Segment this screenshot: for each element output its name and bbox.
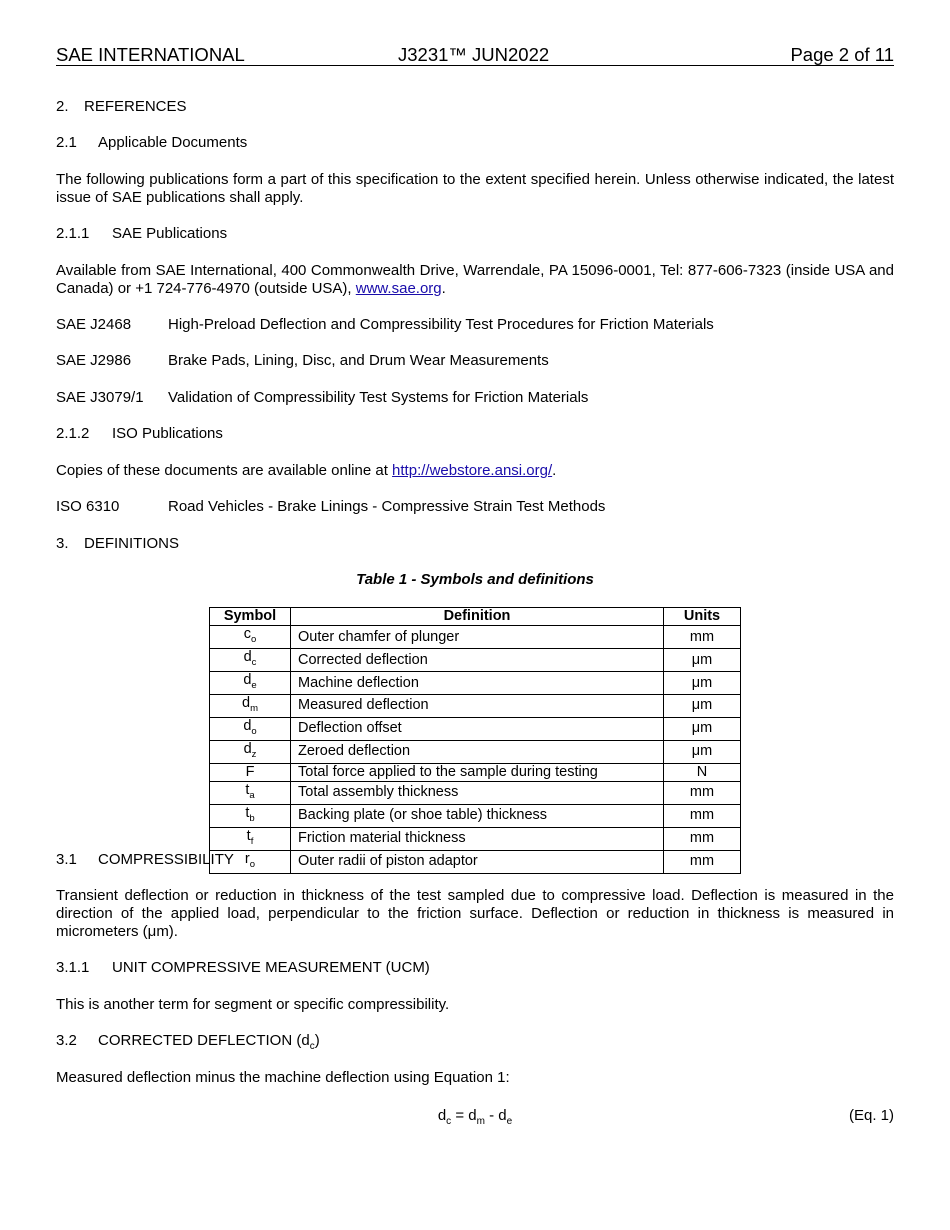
units-cell: μm bbox=[664, 672, 741, 695]
symbol-cell: $t_b$ bbox=[210, 804, 291, 827]
table-row bbox=[210, 626, 741, 649]
units-cell: mm bbox=[664, 827, 741, 850]
definition-cell: Deflection offset bbox=[291, 717, 664, 740]
symbol-cell: $t_f$ bbox=[210, 827, 291, 850]
table-caption: Table 1 - Symbols and definitions bbox=[356, 571, 594, 588]
table-row bbox=[210, 672, 741, 695]
reference-code: ISO 6310 bbox=[56, 498, 120, 515]
reference-code: SAE J3079/1 bbox=[56, 389, 144, 406]
table-body bbox=[210, 626, 741, 873]
symbol-cell: $r_o$ bbox=[210, 850, 291, 873]
symbol-cell: $d_m$ bbox=[210, 694, 291, 717]
paragraph-2-1-2: Copies of these documents are available online at http://webstore.ansi.org/. bbox=[56, 462, 557, 479]
ansi-webstore-link[interactable]: http://webstore.ansi.org/ bbox=[392, 462, 553, 479]
definition-cell: Outer chamfer of plunger bbox=[291, 626, 664, 649]
table-row bbox=[210, 763, 741, 781]
units-cell: mm bbox=[664, 626, 741, 649]
units-cell: μm bbox=[664, 717, 741, 740]
units-cell: μm bbox=[664, 694, 741, 717]
page-header bbox=[56, 44, 894, 66]
definition-cell: Measured deflection bbox=[291, 694, 664, 717]
table-row bbox=[210, 649, 741, 672]
units-cell: mm bbox=[664, 781, 741, 804]
definition-cell: Outer radii of piston adaptor bbox=[291, 850, 664, 873]
definition-cell: Backing plate (or shoe table) thickness bbox=[291, 804, 664, 827]
definition-cell: Friction material thickness bbox=[291, 827, 664, 850]
table-row bbox=[210, 850, 741, 873]
paragraph-2-1: The following publications form a part of this specification to the extent specified herein. Unless otherwise indicated, the latest issue of SAE publications shall apply. bbox=[56, 171, 894, 206]
paragraph-2-1-1: Available from SAE International, 400 Commonwealth Drive, Warrendale, PA 15096-0001, Tel: 877-606-7323 (inside USA and Canada) or +1 724-776-4970 (outside USA), www.sae.org. bbox=[56, 262, 894, 297]
section-heading-2: 2. REFERENCES bbox=[56, 98, 187, 115]
column-header-definition: Definition bbox=[291, 608, 664, 626]
symbol-cell: $t_a$ bbox=[210, 781, 291, 804]
table-row bbox=[210, 717, 741, 740]
table-header-row bbox=[210, 608, 741, 626]
definition-cell: Machine deflection bbox=[291, 672, 664, 695]
units-cell: mm bbox=[664, 850, 741, 873]
reference-title: Brake Pads, Lining, Disc, and Drum Wear Measurements bbox=[168, 352, 549, 369]
equation-1: $d_c = d_m - d_e$ bbox=[437, 1107, 513, 1127]
definition-cell: Corrected deflection bbox=[291, 649, 664, 672]
section-heading-3-1-1: 3.1.1 UNIT COMPRESSIVE MEASUREMENT (UCM) bbox=[56, 959, 430, 976]
header-doc-id: J3231™ JUN2022 bbox=[398, 44, 550, 65]
section-heading-3: 3. DEFINITIONS bbox=[56, 535, 180, 552]
symbol-cell: F bbox=[210, 763, 291, 781]
symbol-cell: $d_e$ bbox=[210, 672, 291, 695]
section-heading-2-1: 2.1 Applicable Documents bbox=[56, 134, 248, 151]
symbol-cell: $d_z$ bbox=[210, 740, 291, 763]
reference-title: Road Vehicles - Brake Linings - Compressive Strain Test Methods bbox=[168, 498, 606, 515]
definition-cell: Total force applied to the sample during testing bbox=[291, 763, 664, 781]
section-heading-3-1: 3.1 COMPRESSIBILITY bbox=[56, 851, 234, 868]
symbols-table bbox=[209, 607, 741, 874]
reference-code: SAE J2986 bbox=[56, 352, 132, 369]
paragraph-3-2: Measured deflection minus the machine deflection using Equation 1: bbox=[56, 1069, 510, 1086]
reference-title: Validation of Compressibility Test Systems for Friction Materials bbox=[168, 389, 589, 406]
units-cell: μm bbox=[664, 740, 741, 763]
reference-title: High-Preload Deflection and Compressibility Test Procedures for Friction Materials bbox=[168, 316, 714, 333]
units-cell: N bbox=[664, 763, 741, 781]
section-heading-2-1-1: 2.1.1 SAE Publications bbox=[56, 225, 228, 242]
table-row bbox=[210, 740, 741, 763]
definition-cell: Zeroed deflection bbox=[291, 740, 664, 763]
header-org: SAE INTERNATIONAL bbox=[56, 44, 245, 65]
equation-label: (Eq. 1) bbox=[848, 1107, 894, 1124]
table-row bbox=[210, 827, 741, 850]
section-heading-3-2: 3.2 CORRECTED DEFLECTION $(d_c)$ bbox=[56, 1032, 320, 1052]
symbol-cell: $d_o$ bbox=[210, 717, 291, 740]
header-page-number: Page 2 of 11 bbox=[790, 44, 894, 65]
sae-website-link[interactable]: www.sae.org bbox=[355, 280, 442, 297]
paragraph-3-1-1: This is another term for segment or specific compressibility. bbox=[56, 996, 450, 1013]
definition-cell: Total assembly thickness bbox=[291, 781, 664, 804]
column-header-units: Units bbox=[664, 608, 741, 626]
symbol-cell: $d_c$ bbox=[210, 649, 291, 672]
table-row bbox=[210, 781, 741, 804]
table-row bbox=[210, 804, 741, 827]
units-cell: μm bbox=[664, 649, 741, 672]
symbol-cell: $c_o$ bbox=[210, 626, 291, 649]
table-row bbox=[210, 694, 741, 717]
section-heading-2-1-2: 2.1.2 ISO Publications bbox=[56, 425, 223, 442]
column-header-symbol: Symbol bbox=[210, 608, 291, 626]
reference-code: SAE J2468 bbox=[56, 316, 132, 333]
units-cell: mm bbox=[664, 804, 741, 827]
paragraph-3-1: Transient deflection or reduction in thickness of the test sampled due to compressive load. Deflection is measured in the direction of the applied load, perpendicular to the friction surface. Deflection or reduction in thickness is measured in micrometers (μm). bbox=[56, 887, 894, 940]
